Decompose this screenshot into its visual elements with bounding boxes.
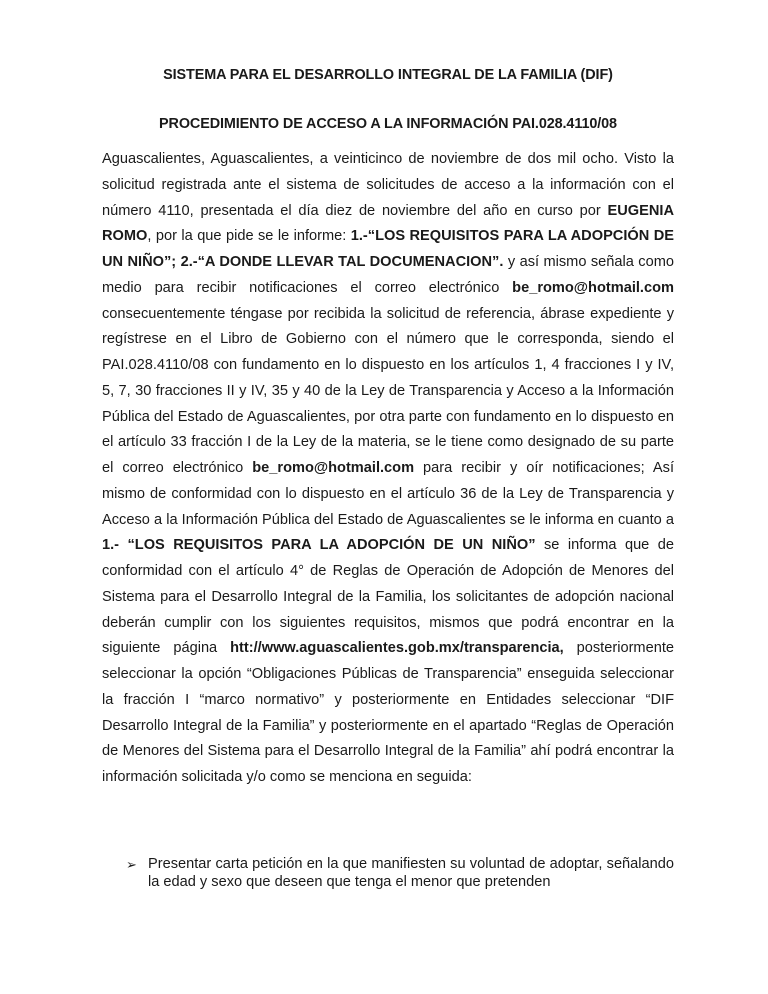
text-segment: para recibir y oír notificaciones; Así mismo de conformidad con lo dispuesto en el artículo 36 de la Ley de Transparencia y Acceso a la Información Pública del Estado de Aguascalientes se le informa en cuanto a	[102, 460, 674, 528]
request-text: 1.-“LOS REQUISITOS PARA LA ADOPCIÓN DE UN NIÑO”; 2.-“A DONDE LLEVAR TAL DOCUMENACION”.	[102, 228, 674, 270]
text-segment: se informa que de conformidad con el artículo 4° de Reglas de Operación de Adopción de Menores del Sistema para el Desarrollo Integral de la Familia, los solicitantes de adopción nacional deberán cumplir con los siguientes requisitos, mismos que podrá encontrar en la siguiente página	[102, 537, 674, 657]
requirements-list	[102, 856, 674, 891]
text-segment: y así mismo señala como medio para recibir notificaciones el correo electrónico	[102, 254, 674, 296]
organization-title: SISTEMA PARA EL DESARROLLO INTEGRAL DE LA FAMILIA (DIF)	[163, 67, 613, 83]
list-item	[102, 856, 674, 891]
email-address: be_romo@hotmail.com	[512, 279, 674, 296]
text-segment: , por la que pide se le informe:	[147, 228, 351, 245]
website-url: htt://www.aguascalientes.gob.mx/transparencia,	[230, 640, 564, 657]
requester-name: EUGENIA ROMO	[102, 202, 674, 245]
text-segment: posteriormente seleccionar la opción “Obligaciones Públicas de Transparencia” enseguida seleccionar la fracción I “marco normativo” y posteriormente en Entidades seleccionar “DIF Desarrollo Integral de la Familia” y posteriormente en el apartado “Reglas de Operación de Menores del Sistema para el Desarrollo Integral de la Familia” ahí podrá encontrar la información solicitada y/o como se menciona en seguida:	[102, 640, 674, 785]
email-address: be_romo@hotmail.com	[252, 460, 415, 476]
text-segment: consecuentemente téngase por recibida la solicitud de referencia, ábrase expediente y regístrese en el Libro de Gobierno con el número que le corresponda, siendo el PAI.028.4110/08 con fundamento en lo dispuesto en los artículos 1, 4 fracciones I y IV, 5, 7, 30 fracciones II y IV, 35 y 40 de la Ley de Transparencia y Acceso a la Información Pública del Estado de Aguascalientes, por otra parte con fundamento en lo dispuesto en el artículo 33 fracción I de la Ley de la materia, se le tiene como designado de su parte el correo electrónico	[102, 305, 674, 476]
text-segment: Aguascalientes, Aguascalientes, a veinticinco de noviembre de dos mil ocho. Visto la solicitud registrada ante el sistema de solicitudes de acceso a la información con el número 4110, presentada el día diez de noviembre del año en curso por	[102, 151, 674, 219]
topic-heading: 1.- “LOS REQUISITOS PARA LA ADOPCIÓN DE UN NIÑO”	[102, 537, 536, 554]
procedure-title: PROCEDIMIENTO DE ACCESO A LA INFORMACIÓN PAI.028.4110/08	[159, 116, 617, 132]
requirement-text: Presentar carta petición en la que manifiesten su voluntad de adoptar, señalando la edad y sexo que deseen que tenga el menor que pretenden	[148, 856, 674, 890]
main-paragraph	[102, 147, 674, 791]
document-body	[102, 147, 674, 791]
arrow-bullet-icon: ➢	[126, 857, 137, 872]
